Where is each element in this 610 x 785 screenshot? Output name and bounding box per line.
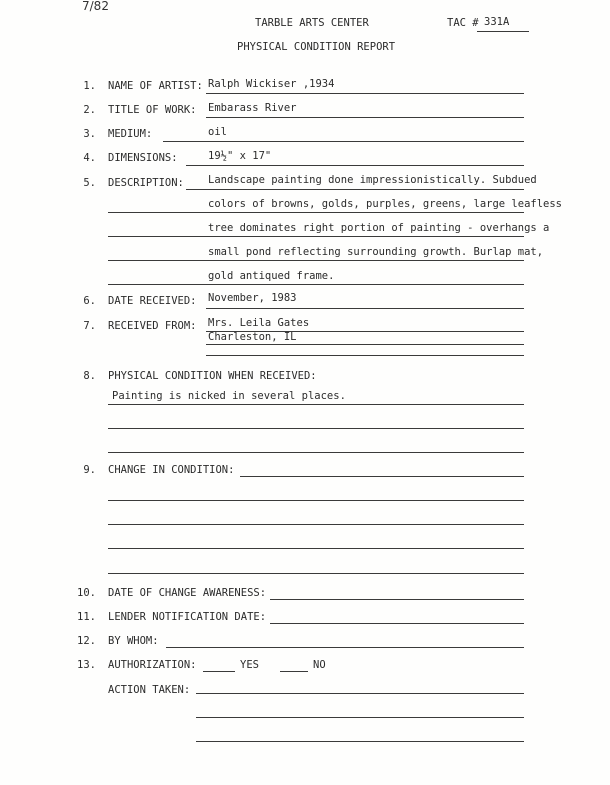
title-line: [206, 117, 524, 118]
field-number: 12.: [77, 635, 96, 647]
received-from-name: Mrs. Leila Gates: [208, 317, 310, 329]
authorization-label: AUTHORIZATION:: [108, 659, 197, 671]
action-taken-label: ACTION TAKEN:: [108, 684, 191, 696]
no-option: NO: [313, 659, 326, 671]
medium-label: MEDIUM:: [108, 128, 153, 140]
field-number: 8.: [83, 370, 96, 382]
field-number: 4.: [83, 152, 96, 164]
yes-checkbox-line: [203, 671, 235, 672]
condition-received-value: Painting is nicked in several places.: [112, 390, 346, 402]
description-rule: [108, 236, 524, 237]
action-taken-line: [196, 717, 524, 718]
tac-number-line: [477, 31, 529, 32]
tac-number: 331A: [484, 16, 510, 28]
change-line: [108, 548, 524, 549]
action-taken-line: [196, 693, 524, 694]
page-title: PHYSICAL CONDITION REPORT: [237, 41, 396, 53]
artist-line: [206, 93, 524, 94]
description-rule: [108, 212, 524, 213]
condition-received-label: PHYSICAL CONDITION WHEN RECEIVED:: [108, 370, 317, 382]
description-label: DESCRIPTION:: [108, 177, 184, 189]
received-from-city: Charleston, IL: [208, 331, 297, 343]
field-number: 3.: [83, 128, 96, 140]
no-checkbox-line: [280, 671, 308, 672]
change-label: CHANGE IN CONDITION:: [108, 464, 235, 476]
dimensions-label: DIMENSIONS:: [108, 152, 178, 164]
field-number: 11.: [77, 611, 96, 623]
yes-option: YES: [240, 659, 259, 671]
description-line-4: small pond reflecting surrounding growth. Burlap mat,: [208, 246, 544, 258]
doc-code: 7/82: [82, 0, 109, 13]
org-name: TARBLE ARTS CENTER: [255, 17, 369, 29]
medium-line: [163, 141, 524, 142]
artist-label: NAME OF ARTIST:: [108, 80, 203, 92]
date-received-label: DATE RECEIVED:: [108, 295, 197, 307]
artist-value: Ralph Wickiser ,1934: [208, 78, 335, 90]
title-label: TITLE OF WORK:: [108, 104, 197, 116]
dimensions-value: 19½" x 17": [208, 150, 272, 162]
field-number: 9.: [83, 464, 96, 476]
medium-value: oil: [208, 126, 227, 138]
field-number: 5.: [83, 177, 96, 189]
condition-received-line: [108, 404, 524, 405]
lender-notification-label: LENDER NOTIFICATION DATE:: [108, 611, 267, 623]
lender-notification-line: [270, 623, 524, 624]
description-line-2: colors of browns, golds, purples, greens, large leafless: [208, 198, 563, 210]
description-line-3: tree dominates right portion of painting - overhangs a: [208, 222, 550, 234]
condition-received-line: [108, 452, 524, 453]
field-number: 2.: [83, 104, 96, 116]
description-rule: [108, 284, 524, 285]
description-line-1: Landscape painting done impressionistically. Subdued: [208, 174, 537, 186]
by-whom-label: BY WHOM:: [108, 635, 159, 647]
field-number: 1.: [83, 80, 96, 92]
field-number: 10.: [77, 587, 96, 599]
action-taken-line: [196, 741, 524, 742]
field-number: 13.: [77, 659, 96, 671]
by-whom-line: [166, 647, 524, 648]
description-line-5: gold antiqued frame.: [208, 270, 335, 282]
date-received-value: November, 1983: [208, 292, 297, 304]
tac-label: TAC #: [447, 17, 479, 29]
date-received-line: [206, 308, 524, 309]
change-line: [240, 476, 524, 477]
description-rule: [108, 260, 524, 261]
change-line: [108, 524, 524, 525]
received-from-line: [206, 344, 524, 345]
change-line: [108, 500, 524, 501]
description-rule: [186, 189, 524, 190]
received-from-line: [206, 355, 524, 356]
change-awareness-line: [270, 599, 524, 600]
title-value: Embarass River: [208, 102, 297, 114]
received-from-label: RECEIVED FROM:: [108, 320, 197, 332]
change-line: [108, 573, 524, 574]
field-number: 6.: [83, 295, 96, 307]
field-number: 7.: [83, 320, 96, 332]
change-awareness-label: DATE OF CHANGE AWARENESS:: [108, 587, 267, 599]
condition-received-line: [108, 428, 524, 429]
dimensions-line: [186, 165, 524, 166]
